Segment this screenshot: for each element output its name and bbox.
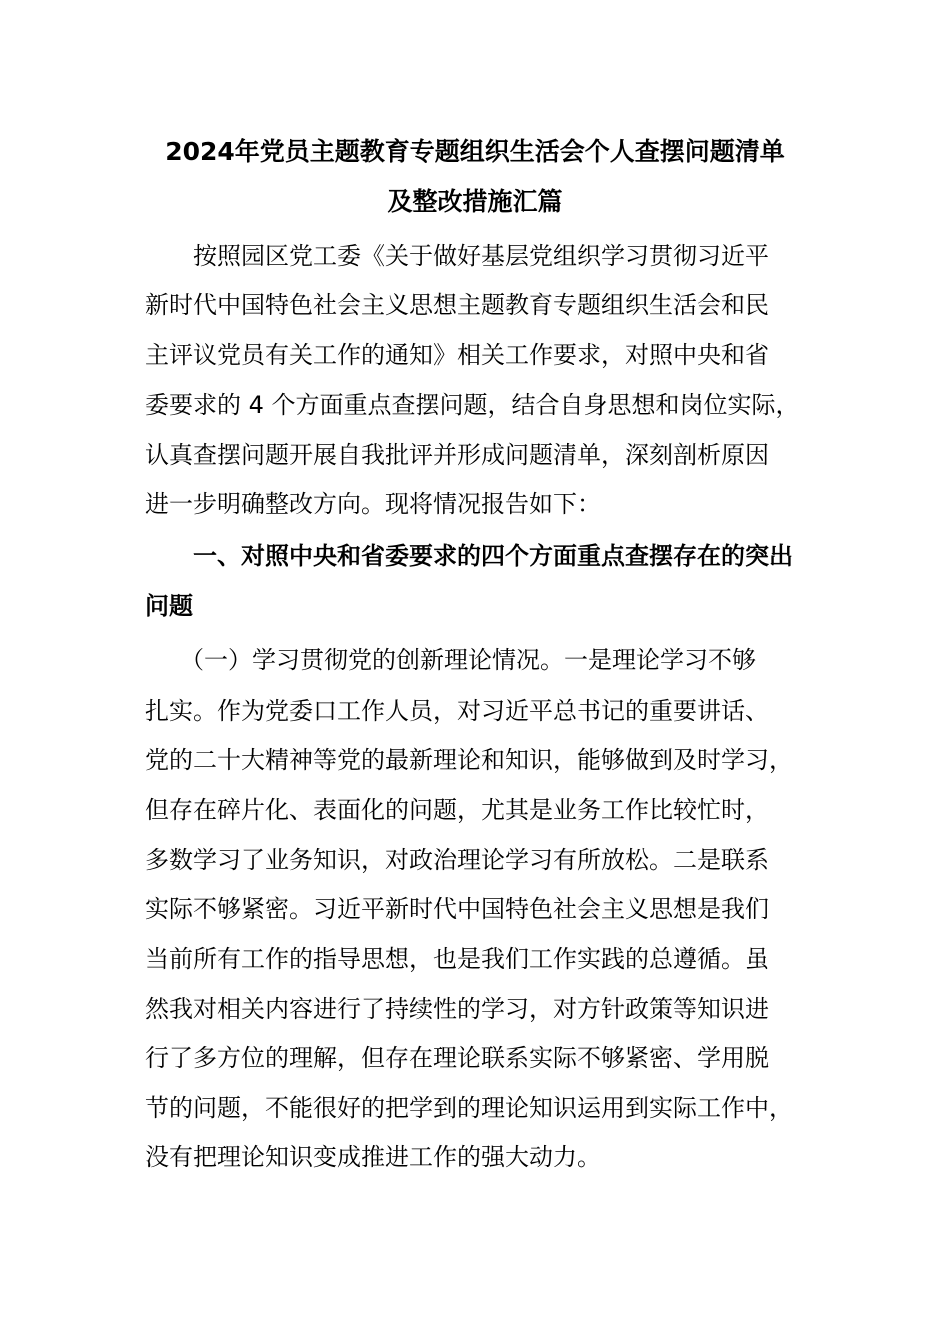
intro-line: 主评议党员有关工作的通知》相关工作要求，对照中央和省 [145, 341, 769, 369]
body-line: 行了多方位的理解，但存在理论联系实际不够紧密、学用脱 [145, 1044, 769, 1072]
intro-line: 委要求的 4 个方面重点查摆问题，结合自身思想和岗位实际， [145, 391, 800, 419]
section-heading-line: 一、对照中央和省委要求的四个方面重点查摆存在的突出 [193, 542, 793, 570]
body-line: 实际不够紧密。习近平新时代中国特色社会主义思想是我们 [145, 895, 769, 923]
body-line: 节的问题，不能很好的把学到的理论知识运用到实际工作中， [145, 1094, 793, 1122]
body-line: （一）学习贯彻党的创新理论情况。一是理论学习不够 [180, 646, 756, 674]
body-line: 扎实。作为党委口工作人员，对习近平总书记的重要讲话、 [145, 697, 769, 725]
intro-line: 认真查摆问题开展自我批评并形成问题清单，深刻剖析原因 [145, 441, 769, 469]
body-line: 没有把理论知识变成推进工作的强大动力。 [145, 1143, 601, 1171]
section-heading-line: 问题 [145, 592, 193, 620]
intro-line: 进一步明确整改方向。现将情况报告如下： [145, 490, 601, 518]
body-line: 但存在碎片化、表面化的问题，尤其是业务工作比较忙时， [145, 796, 769, 824]
body-line: 然我对相关内容进行了持续性的学习，对方针政策等知识进 [145, 995, 769, 1023]
intro-line: 新时代中国特色社会主义思想主题教育专题组织生活会和民 [145, 291, 769, 319]
body-line: 多数学习了业务知识，对政治理论学习有所放松。二是联系 [145, 846, 769, 874]
intro-line: 按照园区党工委《关于做好基层党组织学习贯彻习近平 [193, 242, 769, 270]
body-line: 党的二十大精神等党的最新理论和知识，能够做到及时学习， [145, 746, 793, 774]
body-line: 当前所有工作的指导思想，也是我们工作实践的总遵循。虽 [145, 945, 769, 973]
document-title-line-1: 2024年党员主题教育专题组织生活会个人查摆问题清单 [165, 137, 785, 166]
document-title-line-2: 及整改措施汇篇 [387, 187, 563, 216]
